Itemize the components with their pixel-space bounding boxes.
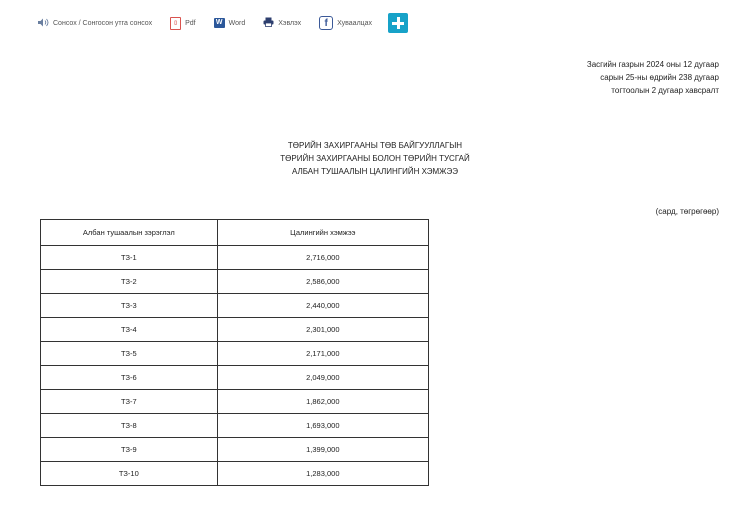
pdf-label: Pdf	[185, 19, 196, 27]
listen-label: Сонсох / Сонгосон утга сонсох	[53, 19, 153, 27]
listen-button[interactable]	[38, 18, 152, 29]
printer-icon	[263, 17, 274, 29]
grade-cell: ТЗ-2	[41, 270, 218, 294]
word-button[interactable]	[214, 18, 246, 28]
salary-cell: 1,693,000	[217, 414, 428, 438]
title-line: АЛБАН ТУШААЛЫН ЦАЛИНГИЙН ХЭМЖЭЭ	[291, 167, 459, 176]
table-row	[41, 462, 429, 486]
print-button[interactable]	[263, 17, 301, 29]
grade-cell: ТЗ-5	[41, 342, 218, 366]
column-header-salary: Цалингийн хэмжээ	[217, 220, 428, 246]
plus-icon	[388, 13, 408, 33]
table-row	[41, 342, 429, 366]
title-line: ТӨРИЙН ЗАХИРГААНЫ БОЛОН ТӨРИЙН ТУСГАЙ	[280, 154, 470, 163]
salary-cell: 2,716,000	[217, 246, 428, 270]
add-button[interactable]	[390, 13, 408, 33]
salary-table	[40, 219, 429, 486]
table-row	[41, 366, 429, 390]
grade-cell: ТЗ-6	[41, 366, 218, 390]
salary-cell: 2,049,000	[217, 366, 428, 390]
grade-cell: ТЗ-10	[41, 462, 218, 486]
appendix-note-line: сарын 25-ны өдрийн 238 дугаар	[600, 73, 719, 82]
table-row	[41, 294, 429, 318]
grade-cell: ТЗ-1	[41, 246, 218, 270]
grade-cell: ТЗ-4	[41, 318, 218, 342]
salary-cell: 2,586,000	[217, 270, 428, 294]
salary-cell: 2,171,000	[217, 342, 428, 366]
word-label: Word	[228, 19, 246, 27]
salary-cell: 1,399,000	[217, 438, 428, 462]
grade-cell: ТЗ-8	[41, 414, 218, 438]
facebook-icon: f	[319, 16, 333, 30]
table-row	[41, 414, 429, 438]
table-row	[41, 270, 429, 294]
speaker-icon	[38, 18, 49, 29]
share-label: Хуваалцах	[337, 19, 373, 27]
appendix-note	[587, 58, 719, 97]
salary-cell: 2,440,000	[217, 294, 428, 318]
grade-cell: ТЗ-9	[41, 438, 218, 462]
pdf-button[interactable]	[170, 17, 196, 30]
salary-cell: 1,283,000	[217, 462, 428, 486]
grade-cell: ТЗ-3	[41, 294, 218, 318]
salary-cell: 1,862,000	[217, 390, 428, 414]
table-row	[41, 318, 429, 342]
document-title	[0, 139, 750, 178]
appendix-note-line: Засгийн газрын 2024 оны 12 дугаар	[586, 60, 719, 69]
word-icon: W	[214, 18, 225, 28]
pdf-icon: ▯	[170, 17, 181, 30]
toolbar	[38, 12, 426, 34]
title-line: ТӨРИЙН ЗАХИРГААНЫ ТӨВ БАЙГУУЛЛАГЫН	[287, 141, 463, 150]
table-row	[41, 438, 429, 462]
unit-note: (сард, төгрөгөөр)	[655, 207, 719, 216]
table-header-row	[41, 220, 429, 246]
table-row	[41, 390, 429, 414]
column-header-grade: Албан тушаалын зэрэглэл	[41, 220, 218, 246]
table-row	[41, 246, 429, 270]
print-label: Хэвлэх	[278, 19, 302, 27]
appendix-note-line: тогтоолын 2 дугаар хавсралт	[611, 86, 719, 95]
share-button[interactable]	[319, 16, 372, 30]
salary-cell: 2,301,000	[217, 318, 428, 342]
grade-cell: ТЗ-7	[41, 390, 218, 414]
